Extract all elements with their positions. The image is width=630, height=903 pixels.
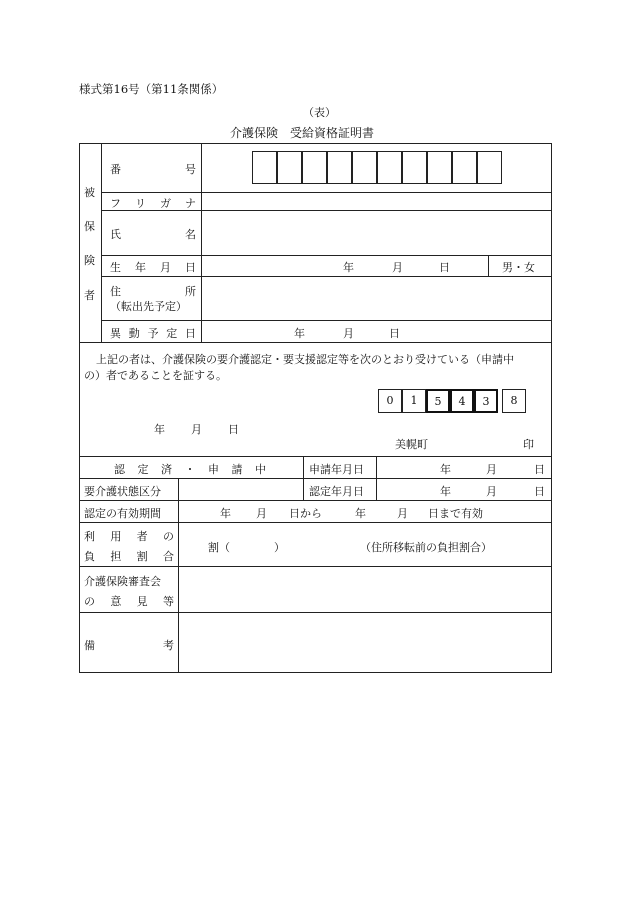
valid-year-2: 年 [355,507,366,520]
valid-month-2: 月 [397,507,408,520]
side-label-3: 険 [84,254,95,267]
insurer-digit: 5 [426,389,450,413]
form-number: 様式第16号（第11条関係） [79,82,224,96]
cert-month: 月 [486,485,497,498]
cert-year: 年 [440,485,451,498]
gender-select[interactable]: 男・女 [502,261,535,274]
move-month: 月 [343,327,354,340]
burden-label-1: 利 用 者 の [84,530,174,543]
form-title: 介護保険 受給資格証明書 [230,126,375,140]
cert-date-year: 年 [154,423,165,436]
number-digit-box[interactable] [427,151,452,184]
address-sub-label: （転出先予定） [110,300,187,313]
cert-date-day: 日 [228,423,239,436]
name-field[interactable] [203,211,551,254]
valid-year-1: 年 [220,507,231,520]
number-digit-box[interactable] [402,151,427,184]
remarks-label: 備 考 [84,639,174,652]
insurer-digit: 1 [402,389,426,413]
insurer-digit: 0 [378,389,402,413]
burden-label-2: 負 担 割 合 [84,550,174,563]
number-label: 番 号 [110,163,196,176]
birth-label: 生 年 月 日 [110,261,196,274]
cert-date-month: 月 [191,423,202,436]
insurer-digit: 4 [450,389,474,413]
birth-day: 日 [439,261,450,274]
move-day: 日 [389,327,400,340]
care-level-field[interactable] [180,479,302,499]
name-label: 氏 名 [110,228,196,241]
number-digit-box[interactable] [277,151,302,184]
birth-year: 年 [343,261,354,274]
side-label-1: 被 [84,186,95,199]
side-label-2: 保 [84,220,95,233]
burden-note: （住所移転前の負担割合） [360,541,492,554]
remarks-field[interactable] [180,613,551,672]
number-digit-box[interactable] [302,151,327,184]
seal-mark: 印 [523,438,534,451]
number-digit-box[interactable] [352,151,377,184]
form-side: （表） [303,106,336,119]
side-label-4: 者 [84,289,95,302]
opinion-label-2: の 意 見 等 [84,595,174,608]
apply-year: 年 [440,463,451,476]
number-digit-box[interactable] [377,151,402,184]
address-label: 住 所 [110,285,196,298]
number-digit-box[interactable] [452,151,477,184]
apply-date-label: 申請年月日 [309,463,364,476]
apply-month: 月 [486,463,497,476]
care-level-label: 要介護状態区分 [84,485,161,498]
cert-day: 日 [534,485,545,498]
valid-period-label: 認定の有効期間 [84,507,161,520]
valid-until: 日まで有効 [428,507,483,520]
burden-ratio[interactable]: 割（ ） [208,541,285,554]
valid-from: 日から [289,507,322,520]
move-date-label: 異 動 予 定 日 [110,327,196,340]
apply-day: 日 [534,463,545,476]
cert-date-label: 認定年月日 [309,485,364,498]
move-year: 年 [294,327,305,340]
valid-month-1: 月 [256,507,267,520]
status-label: 認 定 済 ・ 申 請 中 [114,463,266,476]
statement-line-1: 上記の者は、介護保険の要介護認定・要支援認定等を次のとおり受けている（申請中 [96,353,514,366]
insurer-digit: 3 [474,389,498,413]
insurer-digit: 8 [502,389,526,413]
town-name: 美幌町 [395,438,428,451]
furigana-label: フ リ ガ ナ [110,197,196,210]
birth-month: 月 [392,261,403,274]
furigana-field[interactable] [203,193,551,209]
number-digit-box[interactable] [252,151,277,184]
opinion-label-1: 介護保険審査会 [84,575,161,588]
address-field[interactable] [203,277,551,319]
opinion-field[interactable] [180,567,551,611]
number-digit-box[interactable] [327,151,352,184]
statement-line-2: の）者であることを証する。 [84,369,227,382]
number-digit-box[interactable] [477,151,502,184]
